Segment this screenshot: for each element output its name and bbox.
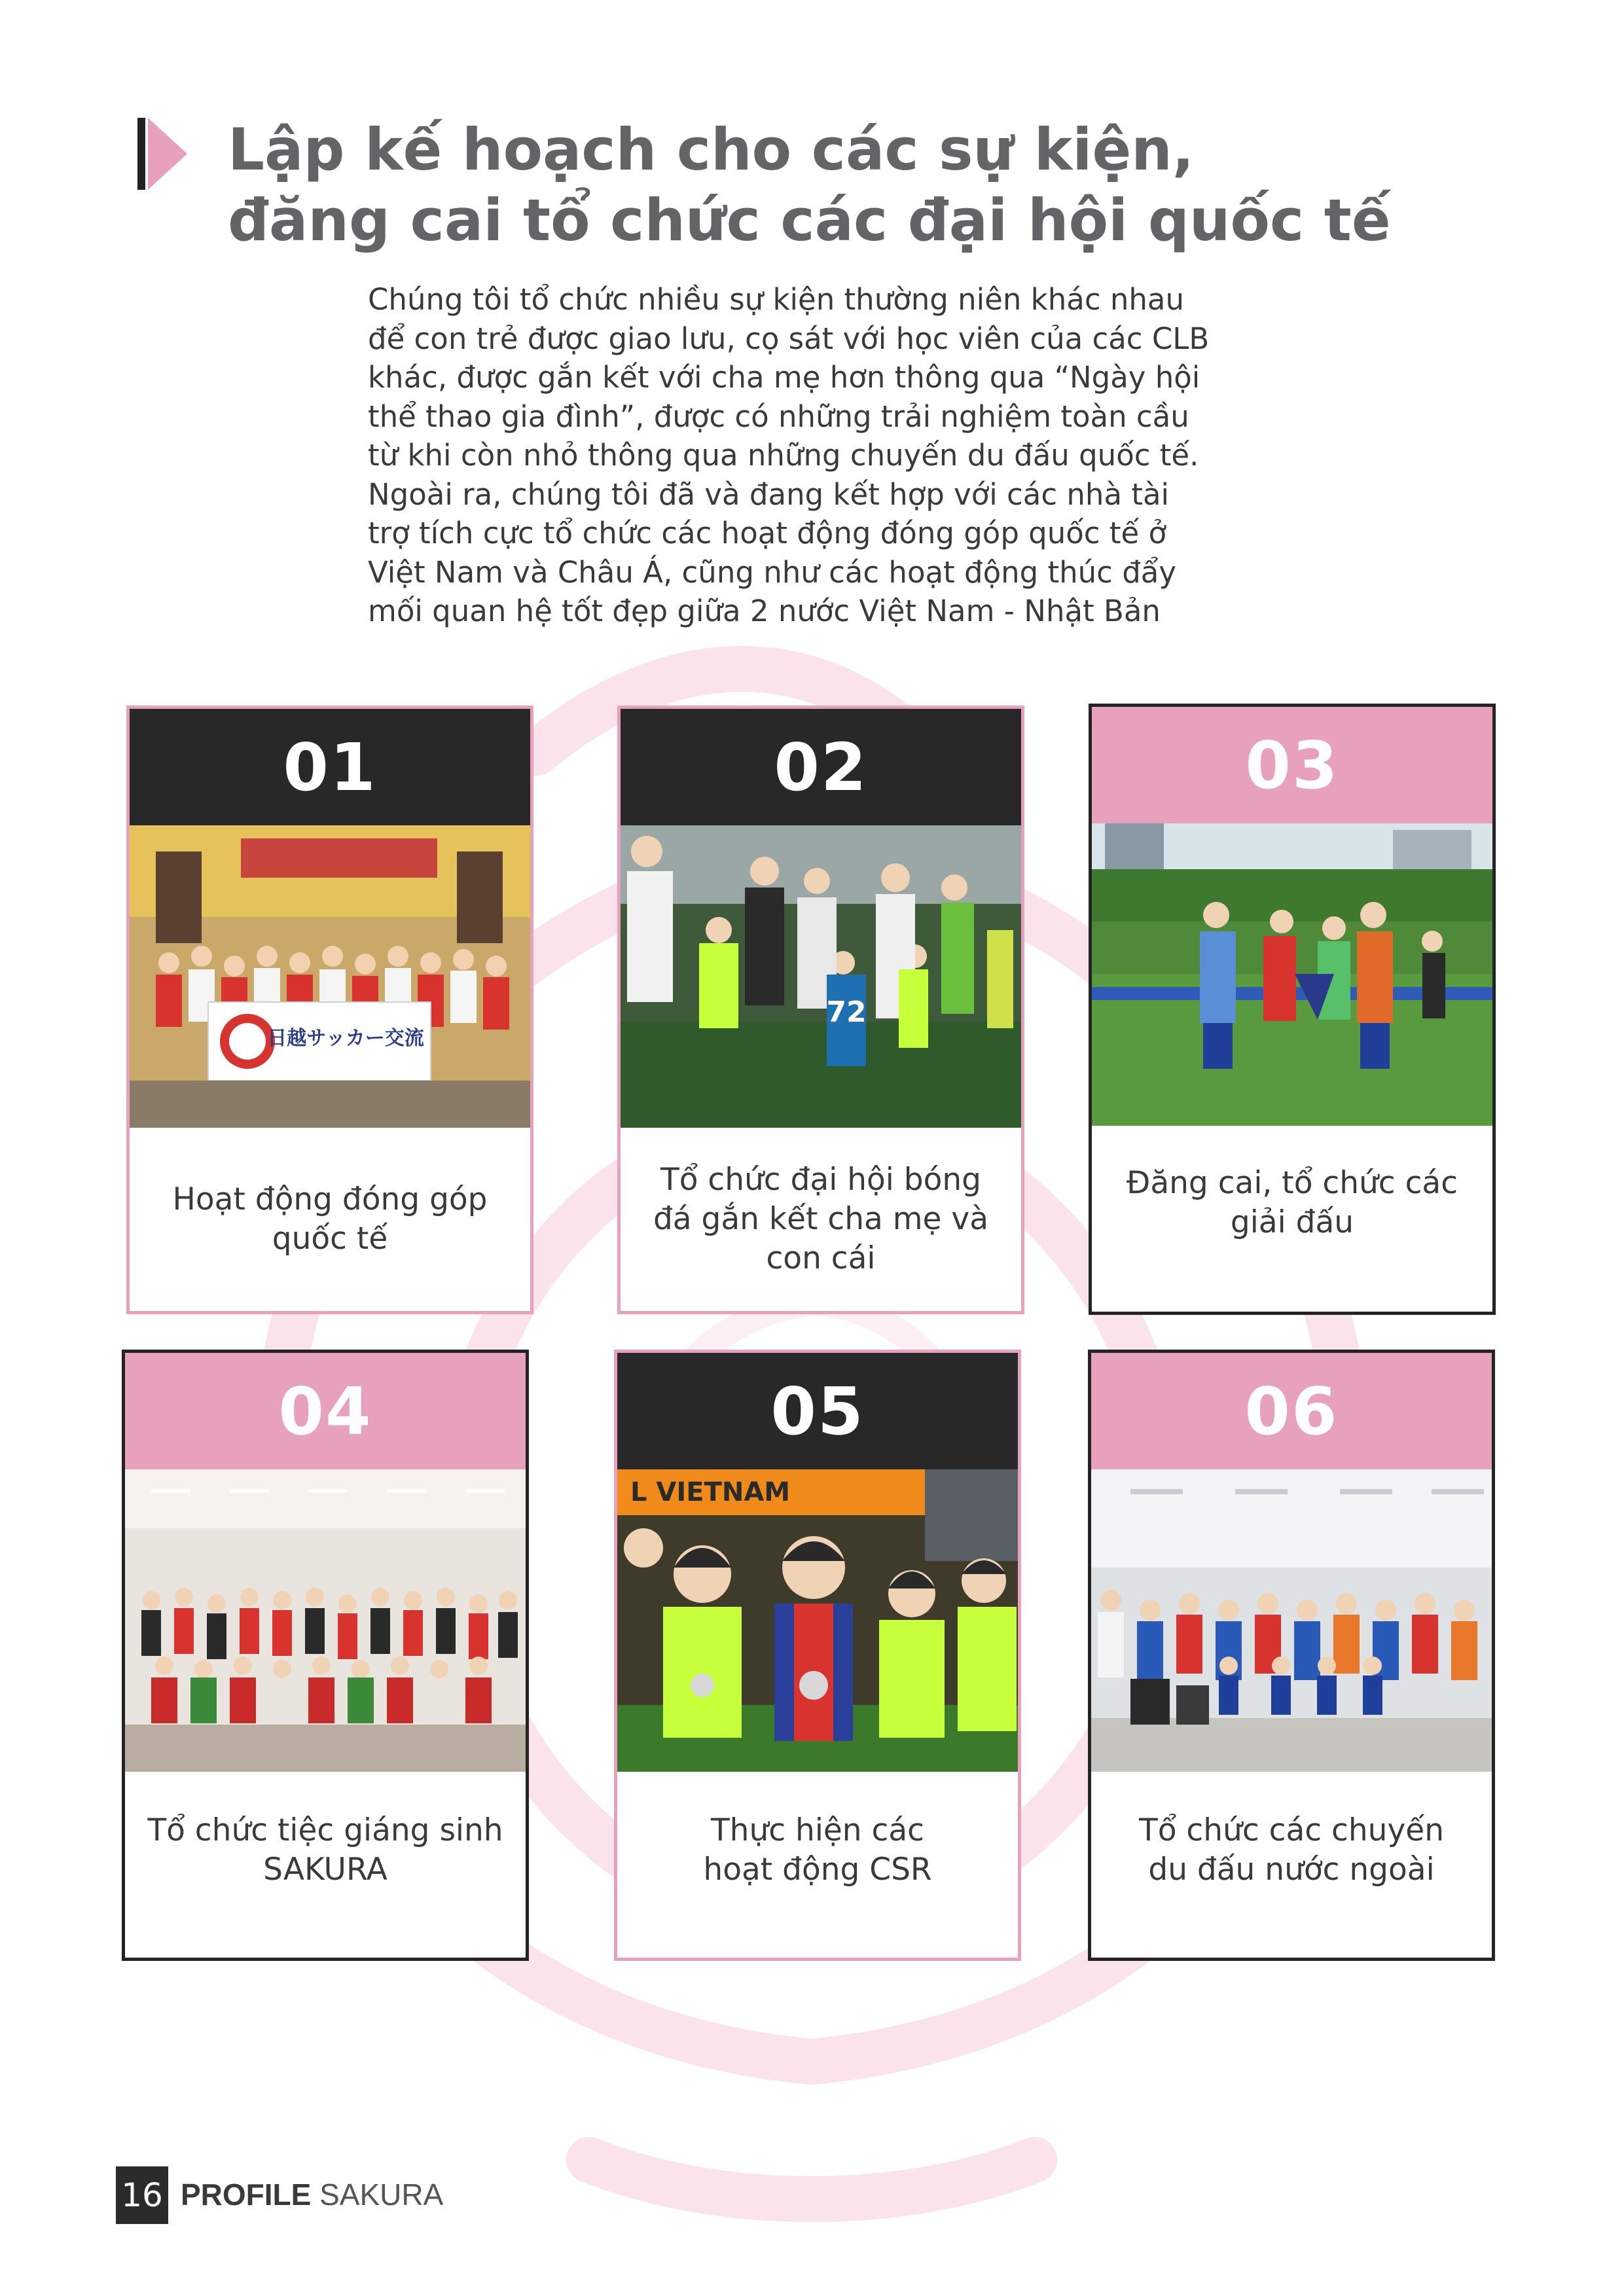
intro-line: thể thao gia đình”, được có những trải nghiệm toàn cầu	[368, 399, 1189, 434]
caption-line: hoạt động CSR	[703, 1852, 932, 1888]
title-marker-icon	[137, 118, 190, 190]
card-caption-05	[617, 1772, 1018, 1958]
footer-label-regular: SAKURA	[311, 2178, 444, 2212]
intro-line: Việt Nam và Châu Á, cũng như các hoạt động thúc đẩy	[368, 554, 1176, 590]
intro-line: Chúng tôi tổ chức nhiều sự kiện thường niên khác nhau	[368, 282, 1185, 317]
intro-line: mối quan hệ tốt đẹp giữa 2 nước Việt Nam - Nhật Bản	[368, 594, 1161, 628]
caption-line: Tổ chức đại hội bóng	[660, 1162, 981, 1198]
photo-csr-activities	[617, 1469, 1018, 1772]
intro-line: Ngoài ra, chúng tôi đã và đang kết hợp với các nhà tài	[368, 476, 1170, 512]
photo-parent-child-football	[621, 825, 1021, 1128]
card-number-02: 02	[621, 709, 1021, 825]
event-card-02	[617, 706, 1024, 1314]
caption-line: giải đấu	[1230, 1204, 1354, 1240]
caption-line: Tổ chức các chuyến	[1139, 1812, 1444, 1848]
photo-overseas-tournament-trips	[1091, 1469, 1492, 1772]
page-title-line-2: đăng cai tổ chức các đại hội quốc tế	[228, 187, 1391, 254]
intro-line: từ khi còn nhỏ thông qua những chuyến du đấu quốc tế.	[368, 438, 1199, 473]
event-card-04	[122, 1350, 529, 1961]
caption-line: Tổ chức tiệc giáng sinh	[147, 1812, 503, 1848]
banner-text: L VIETNAM	[630, 1477, 791, 1507]
card-number-03: 03	[1092, 707, 1492, 823]
photo-international-contribution	[130, 825, 530, 1128]
event-card-03	[1089, 704, 1496, 1315]
caption-line: SAKURA	[263, 1852, 388, 1888]
jersey-number: 72	[826, 996, 867, 1029]
caption-line: đá gắn kết cha mẹ và	[653, 1201, 989, 1237]
card-caption-03	[1092, 1126, 1492, 1309]
card-caption-04	[125, 1772, 526, 1955]
caption-line: Thực hiện các	[710, 1812, 925, 1848]
footer-label-bold: PROFILE	[181, 2178, 312, 2212]
event-card-05	[614, 1350, 1021, 1961]
card-number-05: 05	[617, 1353, 1018, 1469]
card-caption-06	[1091, 1772, 1492, 1955]
photo-christmas-party	[125, 1469, 526, 1772]
event-card-06	[1088, 1350, 1495, 1961]
caption-line: con cái	[766, 1240, 876, 1276]
intro-line: để con trẻ được giao lưu, cọ sát với học viên của các CLB	[368, 321, 1210, 356]
page-title	[228, 115, 1391, 256]
card-number-06: 06	[1091, 1353, 1492, 1469]
footer-label	[181, 2177, 443, 2212]
card-caption-02	[621, 1128, 1021, 1311]
caption-line: Đăng cai, tổ chức các	[1126, 1165, 1458, 1201]
photo-tournament-hosting	[1092, 823, 1492, 1126]
card-number-04: 04	[125, 1353, 526, 1469]
intro-paragraph	[368, 280, 1284, 631]
intro-line: trợ tích cực tổ chức các hoạt động đóng góp quốc tế ở	[368, 516, 1167, 550]
card-caption-01	[130, 1128, 530, 1311]
event-card-01	[126, 706, 533, 1314]
caption-line: quốc tế	[272, 1221, 388, 1257]
caption-line: du đấu nước ngoài	[1148, 1852, 1435, 1888]
intro-line: khác, được gắn kết với cha mẹ hơn thông qua “Ngày hội	[368, 360, 1200, 395]
caption-line: Hoạt động đóng góp	[172, 1181, 488, 1217]
card-number-01: 01	[130, 709, 530, 825]
page-title-line-1: Lập kế hoạch cho các sự kiện,	[228, 116, 1195, 183]
banner-text: 日越サッカー交流	[267, 1027, 424, 1050]
page-number: 16	[116, 2166, 168, 2224]
